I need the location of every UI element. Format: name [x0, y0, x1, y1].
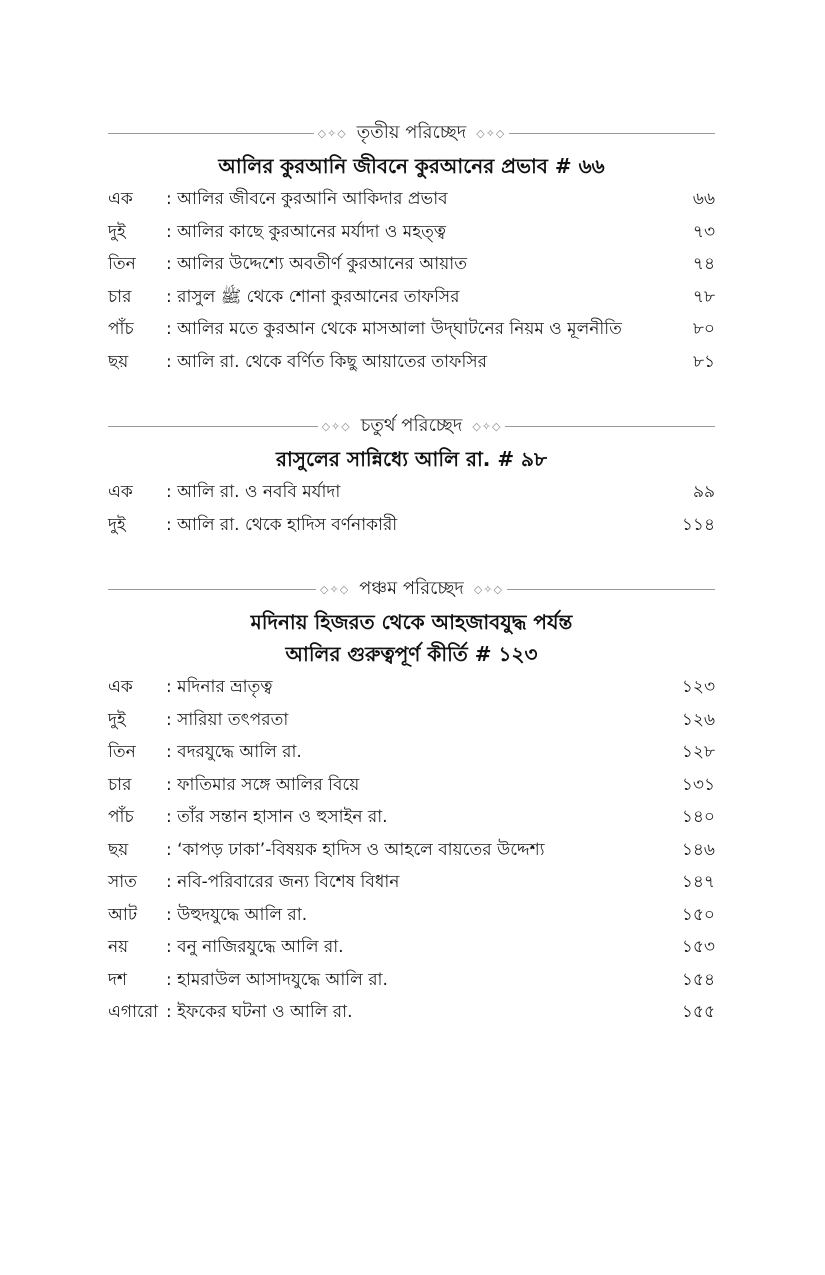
- entry-number: আট: [108, 904, 138, 925]
- toc-entry[interactable]: [108, 349, 715, 382]
- entry-title: : আলির উদ্দেশ্যে অবতীর্ণ কুরআনের আয়াত: [166, 254, 467, 274]
- chapter-divider: [108, 118, 715, 148]
- divider-rule: [108, 426, 318, 427]
- entry-number: দুই: [108, 221, 126, 242]
- chapter-section: [108, 118, 715, 381]
- entry-number: সাত: [108, 872, 137, 892]
- entry-page: ১২৮: [681, 742, 715, 762]
- toc-entry[interactable]: [108, 837, 715, 870]
- toc-entry[interactable]: [108, 999, 715, 1032]
- toc-entry[interactable]: [108, 934, 715, 967]
- entry-number: তিন: [108, 742, 136, 762]
- toc-entry[interactable]: [108, 804, 715, 837]
- entry-title: : ইফকের ঘটনা ও আলি রা.: [166, 1002, 353, 1022]
- entry-page: ৮০: [692, 319, 715, 339]
- ornament-icon: ◇✧◇: [476, 126, 506, 140]
- entry-page: ৭৩: [692, 221, 715, 242]
- chapter-label: চতুর্থ পরিচ্ছেদ: [360, 414, 463, 436]
- entry-title: : সারিয়া তৎপরতা: [166, 709, 289, 730]
- entry-number: দুই: [108, 514, 126, 535]
- chapter-title-line: আলির গুরুত্বপূর্ণ কীর্তি # ১২৩: [285, 642, 538, 666]
- toc-entry[interactable]: [108, 512, 715, 545]
- entry-number: চার: [108, 774, 132, 795]
- entry-number: পাঁচ: [108, 807, 134, 827]
- entry-page: ১৪০: [681, 807, 715, 827]
- entry-number: চার: [108, 286, 132, 307]
- entry-page: ৬৬: [692, 189, 715, 209]
- toc-entry[interactable]: [108, 739, 715, 772]
- entry-title: : তাঁর সন্তান হাসান ও হুসাইন রা.: [166, 807, 388, 827]
- toc-entry[interactable]: [108, 707, 715, 740]
- entry-title: : আলি রা. থেকে হাদিস বর্ণনাকারী: [166, 514, 398, 535]
- entry-number: এক: [108, 677, 133, 697]
- chapter-section: [108, 574, 715, 1032]
- entry-title: : আলি রা. ও নববি মর্যাদা: [166, 482, 341, 502]
- toc-entry[interactable]: [108, 219, 715, 252]
- entry-title: : হামরাউল আসাদযুদ্ধে আলি রা.: [166, 969, 388, 990]
- chapter-divider: [108, 411, 715, 441]
- entry-title: : বনু নাজিরযুদ্ধে আলি রা.: [166, 937, 344, 957]
- entry-title: : মদিনার ভ্রাতৃত্ব: [166, 677, 273, 697]
- chapter-title-line: মদিনায় হিজরত থেকে আহজাবযুদ্ধ পর্যন্ত: [250, 610, 573, 634]
- chapter-title: [108, 606, 715, 670]
- chapter-label: পঞ্চম পরিচ্ছেদ: [359, 577, 464, 599]
- entry-number: পাঁচ: [108, 319, 134, 339]
- entry-title: : আলির কাছে কুরআনের মর্যাদা ও মহত্ত্ব: [166, 221, 446, 242]
- entry-number: তিন: [108, 254, 136, 274]
- entry-title: : ‘কাপড় ঢাকা’-বিষয়ক হাদিস ও আহলে বায়তের উদ্দেশ্য: [166, 839, 545, 860]
- table-of-contents: [108, 118, 715, 1032]
- ornament-icon: ◇✧◇: [472, 419, 502, 433]
- entry-page: ৭৮: [692, 286, 715, 307]
- entry-title: : নবি-পরিবারের জন্য বিশেষ বিধান: [166, 872, 400, 892]
- entry-page: ১২৬: [681, 709, 715, 730]
- entry-page: ৭৪: [692, 254, 715, 274]
- entry-title: : আলি রা. থেকে বর্ণিত কিছু আয়াতের তাফসির: [166, 351, 487, 372]
- entry-title: : ফাতিমার সঙ্গে আলির বিয়ে: [166, 774, 360, 795]
- toc-entry[interactable]: [108, 316, 715, 349]
- section-spacer: [108, 381, 715, 411]
- chapter-section: [108, 411, 715, 544]
- entry-page: ১৪৬: [681, 839, 715, 860]
- entry-title: : বদরযুদ্ধে আলি রা.: [166, 742, 302, 762]
- entry-page: ১৫৪: [681, 969, 715, 990]
- entry-page: ১৪৭: [681, 872, 715, 892]
- entry-page: ১৫৫: [681, 1002, 715, 1022]
- ornament-icon: ◇✧◇: [473, 582, 503, 596]
- entry-number: এক: [108, 189, 133, 209]
- toc-entry[interactable]: [108, 251, 715, 284]
- ornament-icon: ◇✧◇: [321, 419, 351, 433]
- entry-page: ১৫৩: [681, 937, 715, 957]
- divider-rule: [509, 133, 715, 134]
- divider-rule: [507, 589, 715, 590]
- entry-page: ১৫০: [681, 904, 715, 925]
- entry-page: ১২৩: [681, 677, 715, 697]
- entry-number: দশ: [108, 969, 127, 990]
- chapter-title: রাসুলের সান্নিধ্যে আলি রা. # ৯৮: [275, 447, 548, 471]
- entry-number: ছয়: [108, 839, 129, 860]
- toc-entry[interactable]: [108, 284, 715, 317]
- ornament-icon: ◇✧◇: [320, 582, 350, 596]
- section-spacer: [108, 544, 715, 574]
- toc-entry[interactable]: [108, 674, 715, 707]
- divider-rule: [108, 133, 314, 134]
- entry-title: : আলির মতে কুরআন থেকে মাসআলা উদ্‌ঘাটনের নিয়ম ও মূলনীতি: [166, 319, 622, 339]
- toc-entry[interactable]: [108, 869, 715, 902]
- entry-page: ১৩১: [681, 774, 715, 795]
- chapter-label: তৃতীয় পরিচ্ছেদ: [356, 121, 467, 143]
- divider-rule: [505, 426, 715, 427]
- divider-rule: [108, 589, 316, 590]
- entry-number: এক: [108, 482, 133, 502]
- entry-page: ৯৯: [692, 482, 715, 502]
- entry-title: : উহুদযুদ্ধে আলি রা.: [166, 904, 308, 925]
- entry-title: : রাসুল ﷺ থেকে শোনা কুরআনের তাফসির: [166, 286, 460, 307]
- entry-number: এগারো: [108, 1002, 159, 1022]
- entry-number: দুই: [108, 709, 126, 730]
- entry-page: ১১৪: [681, 514, 715, 535]
- toc-entry[interactable]: [108, 967, 715, 1000]
- entry-number: ছয়: [108, 351, 129, 372]
- toc-entry[interactable]: [108, 479, 715, 512]
- entry-number: নয়: [108, 937, 129, 957]
- chapter-divider: [108, 574, 715, 604]
- toc-entry[interactable]: [108, 772, 715, 805]
- toc-entry[interactable]: [108, 902, 715, 935]
- entry-title: : আলির জীবনে কুরআনি আকিদার প্রভাব: [166, 189, 448, 209]
- ornament-icon: ◇✧◇: [317, 126, 347, 140]
- chapter-title: আলির কুরআনি জীবনে কুরআনের প্রভাব # ৬৬: [218, 154, 605, 178]
- entry-page: ৮১: [692, 351, 715, 372]
- toc-entry[interactable]: [108, 186, 715, 219]
